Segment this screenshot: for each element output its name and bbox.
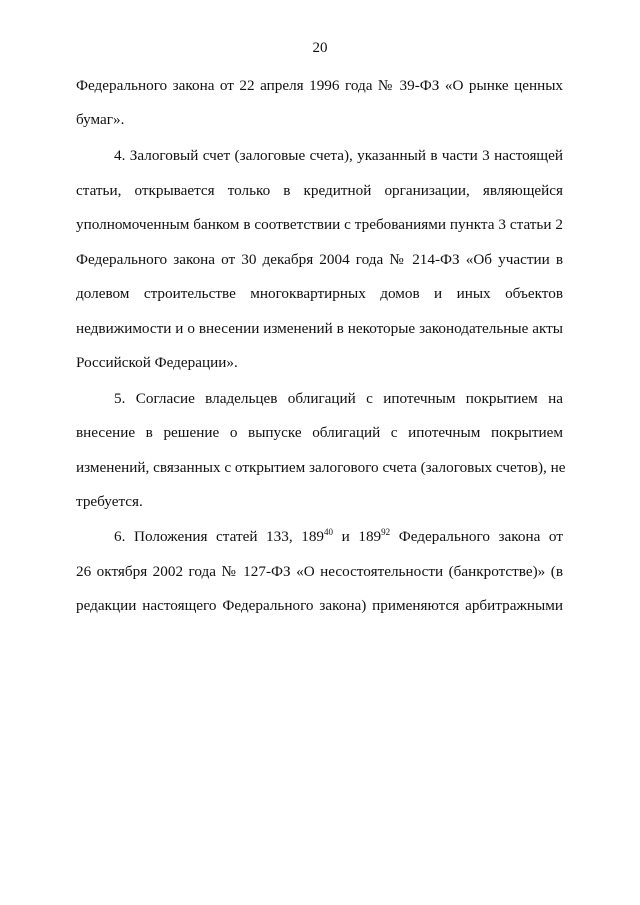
text-segment: и 189	[333, 528, 382, 545]
text-segment: 6. Положения статей 133, 189	[114, 528, 325, 545]
superscript: 92	[381, 526, 391, 537]
paragraph-line: недвижимости и о внесении изменений в некоторые законодательные акты	[76, 320, 563, 337]
paragraph-line: 5. Согласие владельцев облигаций с ипотечным покрытием на	[114, 390, 563, 407]
paragraph-line: статьи, открывается только в кредитной организации, являющейся	[76, 182, 563, 199]
paragraph-line: Федерального закона от 22 апреля 1996 года № 39-ФЗ «О рынке ценных	[76, 77, 563, 94]
paragraph-line: бумаг».	[76, 111, 125, 128]
text-segment: Федерального закона от	[390, 528, 563, 545]
paragraph-line: 26 октября 2002 года № 127-ФЗ «О несостоятельности (банкротстве)» (в	[76, 563, 563, 580]
paragraph-line: Российской Федерации».	[76, 354, 238, 371]
paragraph-line: внесение в решение о выпуске облигаций с ипотечным покрытием	[76, 424, 563, 441]
paragraph-line: редакции настоящего Федерального закона) применяются арбитражными	[76, 597, 563, 614]
paragraph-line: 4. Залоговый счет (залоговые счета), указанный в части 3 настоящей	[114, 147, 563, 164]
superscript: 40	[324, 526, 334, 537]
paragraph-line: требуется.	[76, 493, 143, 510]
paragraph-line: Федерального закона от 30 декабря 2004 года № 214-ФЗ «Об участии в	[76, 251, 563, 268]
paragraph-line: долевом строительстве многоквартирных домов и иных объектов	[76, 285, 563, 302]
paragraph-line-with-superscripts	[114, 528, 563, 546]
paragraph-line: изменений, связанных с открытием залогового счета (залоговых счетов), не	[76, 459, 566, 476]
paragraph-line: уполномоченным банком в соответствии с требованиями пункта 3 статьи 2	[76, 216, 563, 233]
page-number: 20	[312, 40, 328, 56]
